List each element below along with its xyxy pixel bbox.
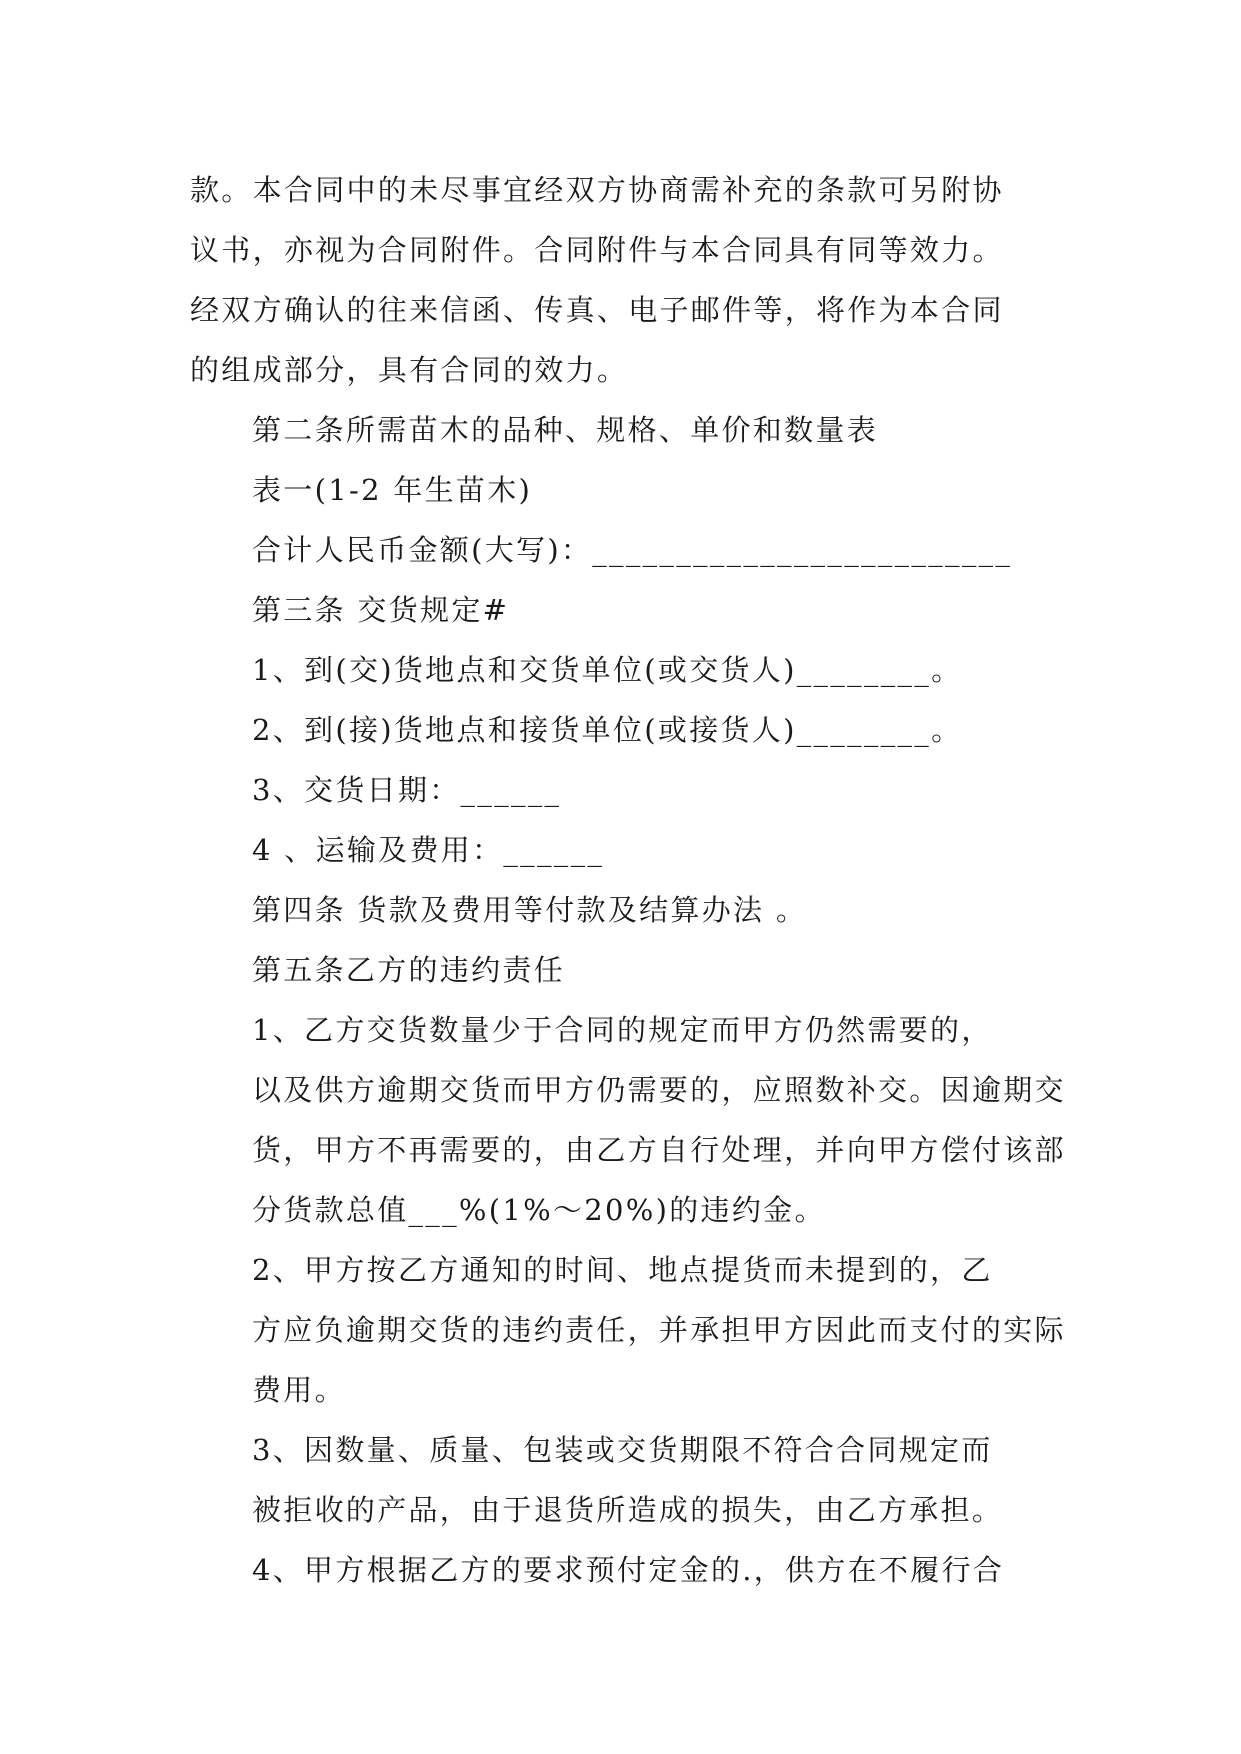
text-line: 3、交货日期：______: [252, 773, 562, 807]
text-line: 费用。: [252, 1373, 346, 1407]
text-line: 4 、运输及费用：______: [252, 833, 605, 867]
paragraph: [190, 460, 1070, 520]
text-line: 1、到(交)货地点和交货单位(或交货人)________。: [252, 653, 963, 687]
text-line: 2、甲方按乙方通知的时间、地点提货而未提到的，乙: [252, 1253, 993, 1287]
text-line: 的组成部分，具有合同的效力。: [190, 353, 629, 387]
text-line: 4、甲方根据乙方的要求预付定金的.，供方在不履行合: [252, 1553, 1005, 1587]
paragraph: [190, 940, 1070, 1000]
text-line: 1、乙方交货数量少于合同的规定而甲方仍然需要的，: [252, 1013, 993, 1047]
text-line: 被拒收的产品，由于退货所造成的损失，由乙方承担。: [252, 1493, 1004, 1527]
paragraph: [190, 700, 1070, 760]
paragraph: [190, 520, 1070, 580]
text-line: 款。本合同中的未尽事宜经双方协商需补充的条款可另附协: [190, 173, 1004, 207]
paragraph: [190, 1240, 1070, 1420]
document-body: [190, 160, 1070, 1600]
paragraph: [190, 580, 1070, 640]
text-line: 第二条所需苗木的品种、规格、单价和数量表: [252, 413, 879, 447]
text-line: 第四条 货款及费用等付款及结算办法 。: [252, 893, 808, 927]
text-line: 议书，亦视为合同附件。合同附件与本合同具有同等效力。: [190, 233, 1004, 267]
text-line: 合计人民币金额(大写)：_________________________: [252, 533, 1013, 567]
paragraph: [190, 400, 1070, 460]
paragraph: [190, 760, 1070, 820]
paragraph: [190, 820, 1070, 880]
text-line: 2、到(接)货地点和接货单位(或接货人)________。: [252, 713, 963, 747]
text-line: 分货款总值___%(1%～20%)的违约金。: [252, 1193, 826, 1227]
paragraph: [190, 880, 1070, 940]
text-line: 表一(1-2 年生苗木): [252, 473, 533, 507]
paragraph: [190, 640, 1070, 700]
paragraph: [190, 1540, 1070, 1600]
text-line: 第三条 交货规定#: [252, 593, 510, 627]
paragraph: [190, 160, 1070, 400]
paragraph: [190, 1420, 1070, 1540]
text-line: 第五条乙方的违约责任: [252, 953, 566, 987]
paragraph: [190, 1000, 1070, 1240]
text-line: 3、因数量、质量、包装或交货期限不符合合同规定而: [252, 1433, 993, 1467]
text-line: 以及供方逾期交货而甲方仍需要的，应照数补交。因逾期交: [252, 1073, 1066, 1107]
text-line: 经双方确认的往来信函、传真、电子邮件等，将作为本合同: [190, 293, 1004, 327]
text-line: 货，甲方不再需要的，由乙方自行处理，并向甲方偿付该部: [252, 1133, 1066, 1167]
text-line: 方应负逾期交货的违约责任，并承担甲方因此而支付的实际: [252, 1313, 1066, 1347]
